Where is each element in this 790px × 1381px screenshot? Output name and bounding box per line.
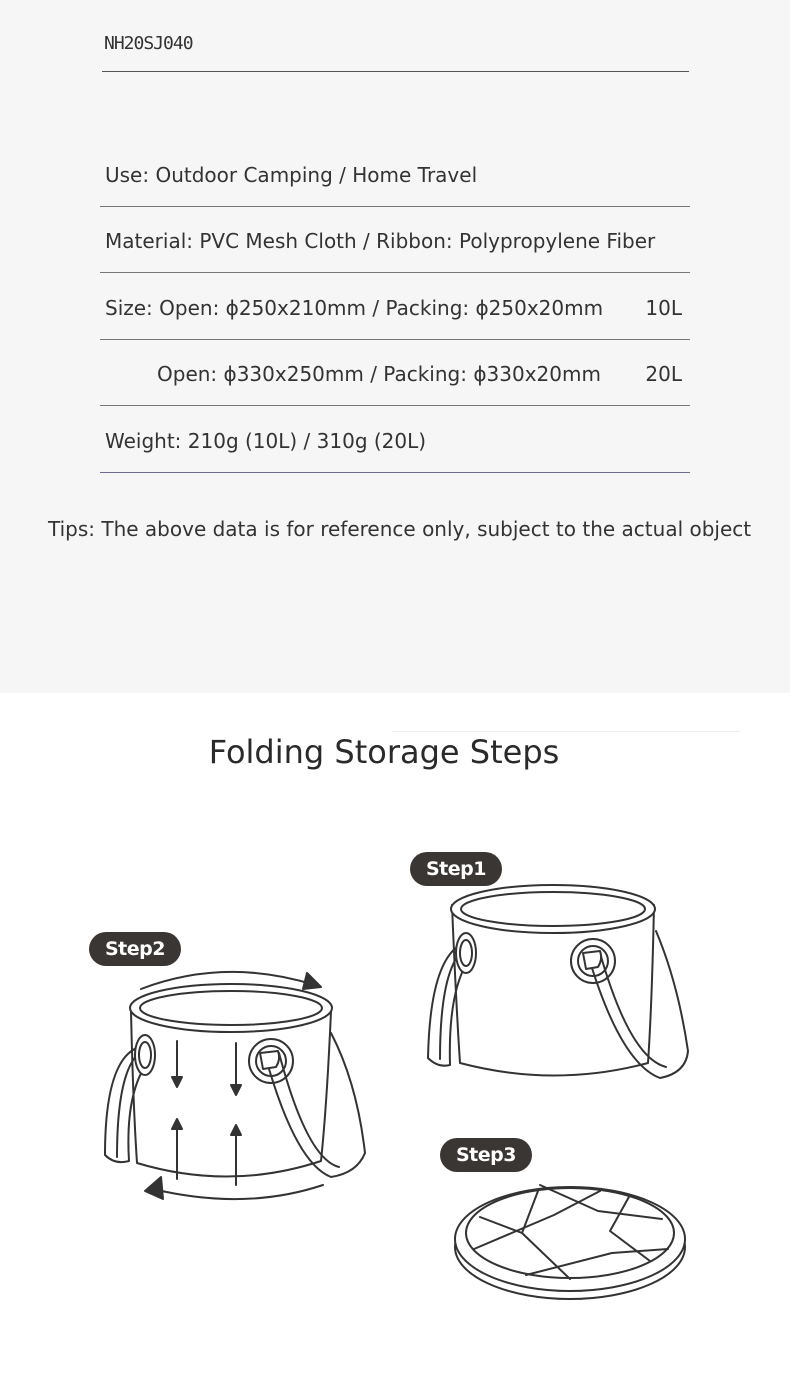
spec-label: Weight: 210g (10L) / 310g (20L) <box>105 429 427 453</box>
spec-capacity: 10L <box>645 296 682 320</box>
spec-label: Open: ɸ330x250mm / Packing: ɸ330x20mm <box>157 362 601 386</box>
spec-label: Use: Outdoor Camping / Home Travel <box>105 163 478 187</box>
spec-row-material <box>100 207 690 273</box>
divider <box>392 731 740 732</box>
steps-section <box>0 693 790 1381</box>
tips-note: Tips: The above data is for reference only, subject to the actual object <box>48 517 752 541</box>
spec-capacity: 20L <box>645 362 682 386</box>
step3-badge: Step3 <box>440 1138 532 1172</box>
steps-title: Folding Storage Steps <box>208 733 560 771</box>
step2-badge: Step2 <box>89 932 181 966</box>
bucket-fold-icon <box>95 963 385 1213</box>
step1-badge: Step1 <box>410 852 502 886</box>
divider <box>102 71 689 72</box>
model-code: NH20SJ040 <box>104 33 193 54</box>
bucket-flat-icon <box>450 1171 695 1306</box>
spec-row-size-20l <box>100 340 690 406</box>
spec-row-weight <box>100 407 690 473</box>
spec-row-size-10l <box>100 274 690 340</box>
spec-label: Material: PVC Mesh Cloth / Ribbon: Polypropylene Fiber <box>105 229 656 253</box>
spec-label: Size: Open: ɸ250x210mm / Packing: ɸ250x20mm <box>105 296 604 320</box>
spec-row-use <box>100 141 690 207</box>
bucket-open-icon <box>420 883 700 1098</box>
